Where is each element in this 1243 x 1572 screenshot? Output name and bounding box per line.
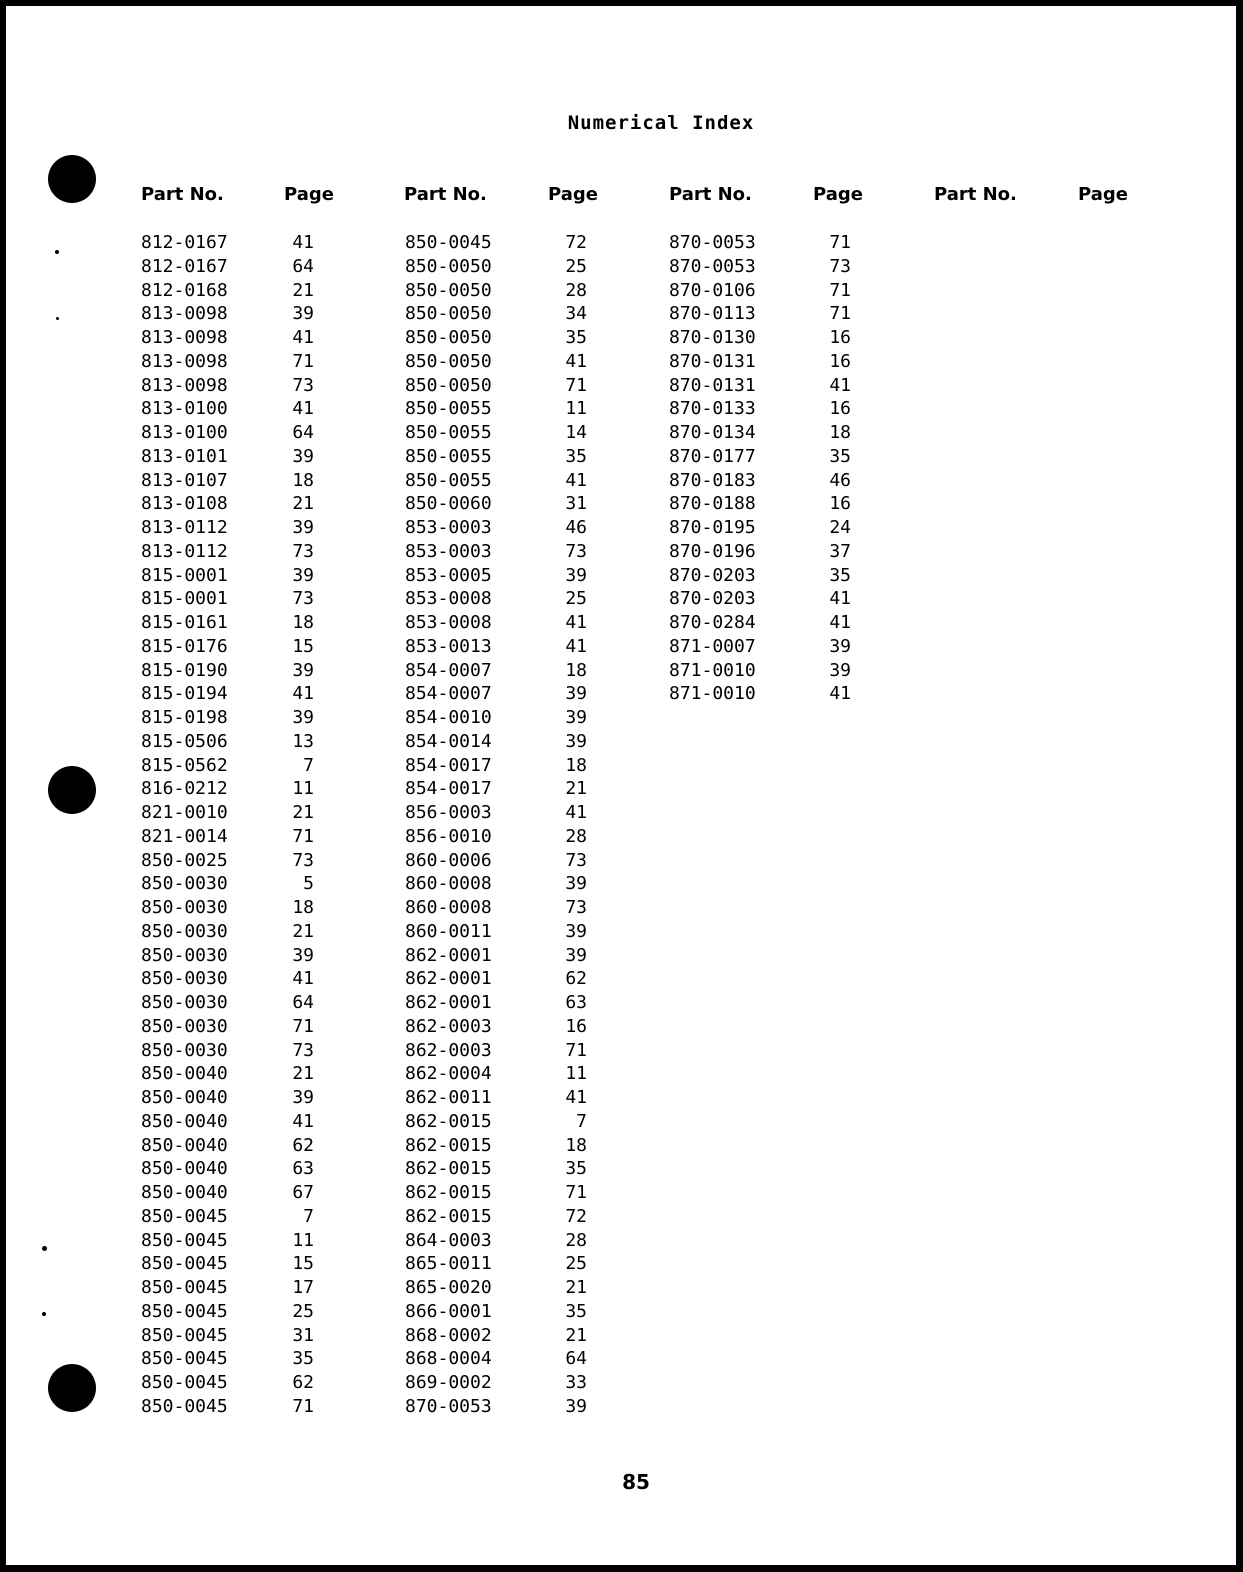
page-ref: 18 (829, 422, 851, 443)
page-number: 85 (622, 1470, 650, 1494)
page-ref: 39 (292, 564, 314, 586)
part-number: 862-0015 (405, 1158, 492, 1180)
header-page-4: Page (1078, 184, 1128, 205)
page-ref: 71 (565, 374, 587, 396)
page-ref: 41 (292, 327, 314, 348)
page-ref: 16 (565, 1015, 587, 1037)
part-number: 862-0015 (405, 1134, 492, 1156)
page-ref: 21 (292, 1063, 314, 1085)
part-number: 815-0198 (141, 707, 228, 728)
part-number: 870-0284 (669, 612, 756, 633)
page-ref: 71 (292, 1015, 314, 1037)
part-number: 854-0007 (405, 659, 492, 681)
part-number: 870-0183 (669, 469, 756, 491)
page-ref: 73 (565, 897, 587, 918)
part-number: 816-0212 (141, 778, 228, 800)
part-number: 870-0053 (669, 232, 756, 253)
part-number: 854-0017 (405, 754, 492, 776)
page-ref: 39 (292, 517, 314, 538)
part-number: 862-0003 (405, 1039, 492, 1061)
part-number: 821-0014 (141, 825, 228, 847)
page-ref: 73 (565, 540, 587, 562)
part-number: 870-0203 (669, 588, 756, 610)
part-number: 850-0040 (141, 1158, 228, 1180)
page-ref: 35 (565, 1158, 587, 1180)
page-ref: 39 (565, 564, 587, 586)
page-ref: 73 (292, 374, 314, 396)
page-ref: 41 (292, 398, 314, 420)
page-ref: 71 (565, 1182, 587, 1203)
page-ref: 34 (565, 303, 587, 325)
part-number: 813-0107 (141, 469, 228, 491)
page-ref: 39 (565, 944, 587, 966)
page-ref: 35 (829, 445, 851, 467)
page-ref: 41 (565, 469, 587, 491)
page-ref: 28 (565, 825, 587, 847)
part-number: 815-0176 (141, 635, 228, 657)
part-number: 850-0030 (141, 992, 228, 1013)
page-ref: 41 (292, 968, 314, 990)
part-number: 813-0112 (141, 540, 228, 562)
page-ref: 25 (292, 1300, 314, 1322)
part-number: 856-0003 (405, 802, 492, 823)
page-ref: 16 (829, 327, 851, 348)
page-ref: 13 (292, 730, 314, 752)
page-ref: 41 (292, 683, 314, 705)
page-ref: 41 (829, 588, 851, 610)
part-number: 862-0004 (405, 1063, 492, 1085)
part-number: 854-0014 (405, 730, 492, 752)
part-number: 850-0040 (141, 1063, 228, 1085)
part-number: 856-0010 (405, 825, 492, 847)
page-ref: 73 (292, 1039, 314, 1061)
page-ref: 16 (829, 398, 851, 420)
binder-hole-middle (48, 766, 96, 814)
part-number: 850-0030 (141, 1015, 228, 1037)
page-ref: 39 (565, 707, 587, 728)
page-ref: 21 (292, 920, 314, 942)
part-number: 871-0010 (669, 683, 756, 705)
page-ref: 71 (829, 279, 851, 301)
part-number: 813-0100 (141, 422, 228, 443)
page-ref: 71 (565, 1039, 587, 1061)
page-ref: 15 (292, 1253, 314, 1275)
page-ref: 17 (292, 1277, 314, 1298)
part-number: 860-0011 (405, 920, 492, 942)
speck (56, 317, 59, 320)
page-ref: 16 (829, 350, 851, 372)
part-number: 815-0001 (141, 564, 228, 586)
page-ref: 41 (829, 374, 851, 396)
page-ref: 5 (303, 873, 314, 895)
part-number: 860-0006 (405, 849, 492, 871)
page-ref: 41 (565, 350, 587, 372)
page-ref: 39 (292, 659, 314, 681)
page-ref: 41 (829, 683, 851, 705)
part-number: 870-0131 (669, 374, 756, 396)
part-number: 854-0010 (405, 707, 492, 728)
page-ref: 18 (565, 754, 587, 776)
page-ref: 18 (292, 612, 314, 633)
part-number: 812-0168 (141, 279, 228, 301)
part-number: 850-0045 (141, 1205, 228, 1227)
part-number: 864-0003 (405, 1229, 492, 1251)
page-ref: 25 (565, 588, 587, 610)
page-ref: 41 (565, 1087, 587, 1108)
header-part-no-1: Part No. (141, 184, 224, 205)
part-number: 850-0060 (405, 493, 492, 515)
page-ref: 39 (565, 873, 587, 895)
part-number: 870-0113 (669, 303, 756, 325)
page-ref: 64 (292, 992, 314, 1013)
part-number: 850-0030 (141, 968, 228, 990)
page-ref: 39 (829, 635, 851, 657)
page-ref: 71 (292, 350, 314, 372)
part-number: 871-0010 (669, 659, 756, 681)
part-number: 850-0055 (405, 422, 492, 443)
header-part-no-3: Part No. (669, 184, 752, 205)
page-ref: 7 (303, 754, 314, 776)
page-ref: 46 (565, 517, 587, 538)
part-number: 869-0002 (405, 1372, 492, 1393)
part-number: 853-0008 (405, 588, 492, 610)
page-ref: 62 (565, 968, 587, 990)
part-number: 866-0001 (405, 1300, 492, 1322)
speck (55, 250, 59, 254)
page-ref: 11 (292, 778, 314, 800)
part-number: 850-0045 (141, 1395, 228, 1417)
page-ref: 35 (565, 327, 587, 348)
part-number: 871-0007 (669, 635, 756, 657)
page-title: Numerical Index (567, 112, 755, 134)
page-ref: 7 (576, 1110, 587, 1132)
page-ref: 41 (565, 612, 587, 633)
part-number: 850-0045 (141, 1253, 228, 1275)
part-number: 850-0050 (405, 374, 492, 396)
page-ref: 39 (292, 303, 314, 325)
part-number: 815-0001 (141, 588, 228, 610)
header-part-no-4: Part No. (934, 184, 1017, 205)
page-ref: 39 (292, 1087, 314, 1108)
part-number: 860-0008 (405, 897, 492, 918)
part-number: 853-0003 (405, 540, 492, 562)
part-number: 868-0002 (405, 1324, 492, 1346)
page-ref: 35 (829, 564, 851, 586)
page-ref: 39 (565, 683, 587, 705)
page-ref: 31 (565, 493, 587, 515)
part-number: 862-0001 (405, 992, 492, 1013)
part-number: 850-0030 (141, 920, 228, 942)
header-page-1: Page (284, 184, 334, 205)
part-number: 870-0130 (669, 327, 756, 348)
page-ref: 39 (292, 445, 314, 467)
page-ref: 7 (303, 1205, 314, 1227)
part-number: 850-0055 (405, 445, 492, 467)
page-ref: 71 (829, 232, 851, 253)
part-number: 815-0190 (141, 659, 228, 681)
part-number: 870-0196 (669, 540, 756, 562)
part-number: 870-0203 (669, 564, 756, 586)
part-number: 850-0050 (405, 350, 492, 372)
page-ref: 64 (565, 1348, 587, 1370)
part-number: 813-0098 (141, 327, 228, 348)
page-ref: 18 (292, 469, 314, 491)
page-ref: 46 (829, 469, 851, 491)
page-ref: 73 (292, 588, 314, 610)
part-number: 850-0040 (141, 1134, 228, 1156)
part-number: 850-0030 (141, 897, 228, 918)
part-number: 813-0098 (141, 303, 228, 325)
part-number: 850-0055 (405, 398, 492, 420)
part-number: 812-0167 (141, 232, 228, 253)
part-number: 853-0008 (405, 612, 492, 633)
part-number: 815-0506 (141, 730, 228, 752)
part-number: 868-0004 (405, 1348, 492, 1370)
page-ref: 35 (565, 1300, 587, 1322)
page-ref: 63 (292, 1158, 314, 1180)
page-ref: 21 (565, 1324, 587, 1346)
part-number: 815-0194 (141, 683, 228, 705)
part-number: 815-0562 (141, 754, 228, 776)
part-number: 813-0108 (141, 493, 228, 515)
page-ref: 39 (829, 659, 851, 681)
part-number: 853-0005 (405, 564, 492, 586)
part-number: 850-0045 (141, 1229, 228, 1251)
part-number: 850-0025 (141, 849, 228, 871)
part-number: 850-0045 (141, 1300, 228, 1322)
page-ref: 62 (292, 1372, 314, 1393)
page-ref: 18 (565, 1134, 587, 1156)
page-ref: 11 (292, 1229, 314, 1251)
part-number: 870-0195 (669, 517, 756, 538)
part-number: 850-0050 (405, 279, 492, 301)
part-number: 813-0098 (141, 350, 228, 372)
page-ref: 21 (292, 279, 314, 301)
page-ref: 72 (565, 1205, 587, 1227)
page-ref: 14 (565, 422, 587, 443)
part-number: 850-0055 (405, 469, 492, 491)
page-ref: 31 (292, 1324, 314, 1346)
page-ref: 41 (292, 1110, 314, 1132)
page-ref: 39 (292, 707, 314, 728)
part-number: 862-0015 (405, 1182, 492, 1203)
page-ref: 21 (565, 778, 587, 800)
page-ref: 37 (829, 540, 851, 562)
speck (42, 1312, 46, 1316)
part-number: 850-0045 (141, 1348, 228, 1370)
part-number: 860-0008 (405, 873, 492, 895)
page-ref: 18 (565, 659, 587, 681)
part-number: 850-0030 (141, 944, 228, 966)
header-page-3: Page (813, 184, 863, 205)
part-number: 870-0133 (669, 398, 756, 420)
part-number: 870-0053 (669, 255, 756, 277)
page-ref: 73 (829, 255, 851, 277)
part-number: 853-0003 (405, 517, 492, 538)
page-ref: 15 (292, 635, 314, 657)
part-number: 862-0001 (405, 968, 492, 990)
page-ref: 73 (292, 849, 314, 871)
part-number: 850-0045 (141, 1277, 228, 1298)
page-ref: 64 (292, 422, 314, 443)
page-ref: 21 (292, 493, 314, 515)
page-ref: 73 (292, 540, 314, 562)
page-ref: 28 (565, 279, 587, 301)
page-ref: 39 (565, 1395, 587, 1417)
page-ref: 18 (292, 897, 314, 918)
page-ref: 33 (565, 1372, 587, 1393)
part-number: 850-0045 (141, 1324, 228, 1346)
part-number: 870-0188 (669, 493, 756, 515)
page-ref: 72 (565, 232, 587, 253)
page-ref: 24 (829, 517, 851, 538)
part-number: 865-0011 (405, 1253, 492, 1275)
page-ref: 41 (565, 802, 587, 823)
part-number: 850-0050 (405, 327, 492, 348)
part-number: 862-0015 (405, 1205, 492, 1227)
speck (42, 1246, 47, 1251)
part-number: 813-0100 (141, 398, 228, 420)
page-ref: 35 (565, 445, 587, 467)
page-ref: 71 (829, 303, 851, 325)
part-number: 850-0050 (405, 303, 492, 325)
page-ref: 71 (292, 825, 314, 847)
part-number: 813-0112 (141, 517, 228, 538)
part-number: 815-0161 (141, 612, 228, 633)
part-number: 813-0098 (141, 374, 228, 396)
page-ref: 39 (565, 730, 587, 752)
part-number: 862-0011 (405, 1087, 492, 1108)
page-ref: 67 (292, 1182, 314, 1203)
document-page (6, 6, 1236, 1565)
part-number: 821-0010 (141, 802, 228, 823)
header-part-no-2: Part No. (404, 184, 487, 205)
part-number: 862-0001 (405, 944, 492, 966)
part-number: 870-0053 (405, 1395, 492, 1417)
part-number: 870-0106 (669, 279, 756, 301)
part-number: 850-0040 (141, 1087, 228, 1108)
part-number: 870-0177 (669, 445, 756, 467)
part-number: 854-0017 (405, 778, 492, 800)
page-ref: 41 (292, 232, 314, 253)
page-ref: 39 (292, 944, 314, 966)
header-page-2: Page (548, 184, 598, 205)
part-number: 870-0131 (669, 350, 756, 372)
part-number: 850-0030 (141, 1039, 228, 1061)
part-number: 850-0040 (141, 1182, 228, 1203)
part-number: 853-0013 (405, 635, 492, 657)
page-ref: 16 (829, 493, 851, 515)
page-ref: 28 (565, 1229, 587, 1251)
part-number: 862-0015 (405, 1110, 492, 1132)
page-ref: 35 (292, 1348, 314, 1370)
page-ref: 73 (565, 849, 587, 871)
page-ref: 62 (292, 1134, 314, 1156)
page-ref: 25 (565, 255, 587, 277)
page-ref: 41 (565, 635, 587, 657)
part-number: 850-0030 (141, 873, 228, 895)
part-number: 850-0045 (141, 1372, 228, 1393)
page-ref: 39 (565, 920, 587, 942)
part-number: 850-0045 (405, 232, 492, 253)
page-ref: 71 (292, 1395, 314, 1417)
binder-hole-bottom (48, 1364, 96, 1412)
part-number: 865-0020 (405, 1277, 492, 1298)
page-ref: 11 (565, 398, 587, 420)
part-number: 854-0007 (405, 683, 492, 705)
column-headers (6, 184, 1236, 208)
page-ref: 41 (829, 612, 851, 633)
page-ref: 64 (292, 255, 314, 277)
page-ref: 21 (565, 1277, 587, 1298)
page-ref: 25 (565, 1253, 587, 1275)
part-number: 813-0101 (141, 445, 228, 467)
page-ref: 63 (565, 992, 587, 1013)
part-number: 870-0134 (669, 422, 756, 443)
part-number: 850-0040 (141, 1110, 228, 1132)
part-number: 850-0050 (405, 255, 492, 277)
part-number: 812-0167 (141, 255, 228, 277)
page-ref: 21 (292, 802, 314, 823)
part-number: 862-0003 (405, 1015, 492, 1037)
page-ref: 11 (565, 1063, 587, 1085)
